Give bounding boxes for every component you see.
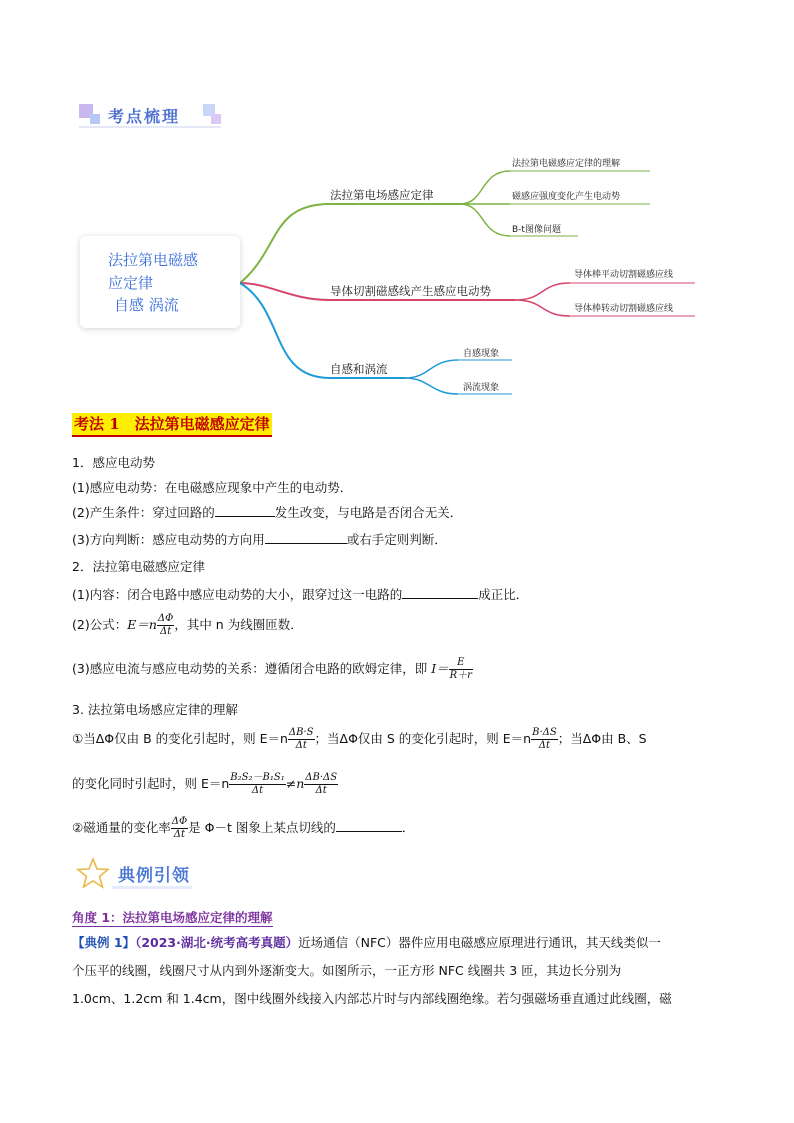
fraction-denominator: Δt xyxy=(295,740,307,751)
paragraph-1: (1)感应电动势：在电磁感应现象中产生的电动势． xyxy=(72,480,353,495)
mindmap-branch-2-child-2 xyxy=(515,300,570,316)
example-text: 近场通信（NFC）器件应用电磁感应原理进行通讯，其天线类似一 xyxy=(298,935,661,950)
fraction-denominator: Δt xyxy=(159,626,172,637)
section-label: 考法 1 法拉第电磁感应定律 xyxy=(72,413,272,437)
paragraph-4-text-b: 成正比． xyxy=(478,587,529,602)
mindmap-branch-1-child-3 xyxy=(460,204,510,236)
fraction xyxy=(229,772,285,797)
example-tag: 【典例 1】 xyxy=(72,935,136,950)
example-heading: 典例引领 xyxy=(118,866,190,886)
paragraph-9-text-c: ． xyxy=(401,820,415,835)
mindmap-branch-3-child-2 xyxy=(405,378,458,394)
fraction xyxy=(171,816,188,841)
paragraph-6 xyxy=(72,657,473,682)
fraction xyxy=(157,613,174,638)
mindmap-branch-2-label: 导体切割磁感线产生感应电动势 xyxy=(330,284,491,298)
mindmap-branch-3-child-1-label: 自感现象 xyxy=(463,349,500,359)
mindmap-branch-2-child-2-label: 导体棒转动切割磁感应线 xyxy=(574,304,674,314)
paragraph-5-text-a: (2)公式： xyxy=(72,617,128,632)
fill-blank[interactable] xyxy=(215,504,275,517)
fraction-denominator: Δt xyxy=(251,785,264,796)
mindmap-branch-1-child-1-label: 法拉第电磁感应定律的理解 xyxy=(512,159,621,169)
example-line-3: 1.0cm、1.2cm 和 1.4cm，图中线圈外线接入内部芯片时与内部线圈绝缘。若匀强磁场垂直通过此线圈，磁 xyxy=(72,991,672,1006)
fraction xyxy=(449,657,473,682)
mindmap-branch-3-child-2-label: 涡流现象 xyxy=(463,383,500,393)
mindmap-root-line-1: 法拉第电磁感 xyxy=(108,251,199,269)
mindmap-root-line-3: 自感 涡流 xyxy=(114,296,179,314)
mindmap-branch-1-child-3-label: B-t图像问题 xyxy=(512,225,561,235)
formula-e: E＝n xyxy=(127,617,157,632)
fraction xyxy=(288,727,315,752)
example-line-2: 个压平的线圈，线圈尺寸从内到外逐渐变大。如图所示，一正方形 NFC 线圈共 3 匝，其边长分别为 xyxy=(72,963,622,978)
section-header-title: 考点梳理 xyxy=(108,107,181,126)
mindmap-branch-1-child-2-label: 磁感应强度变化产生电动势 xyxy=(512,192,621,202)
paragraph-7-text-b: ；当ΔΦ仅由 S 的变化引起时，则 E＝n xyxy=(314,731,532,746)
fraction-denominator: Δt xyxy=(173,829,186,840)
paragraph-2 xyxy=(72,503,462,521)
fraction xyxy=(531,727,558,752)
paragraph-6-text-a: (3)感应电流与感应电动势的关系：遵循闭合电路的欧姆定律，即 xyxy=(72,661,432,676)
paragraph-4 xyxy=(72,585,528,603)
mindmap-root-box xyxy=(80,236,240,328)
example-line-1 xyxy=(72,933,661,951)
paragraph-7-text-c: ；当ΔΦ由 B、S xyxy=(557,731,647,746)
fraction-numerator: ΔΦ xyxy=(171,816,188,827)
fraction-numerator: ΔB·ΔS xyxy=(305,772,338,783)
mindmap-branch-2-child-1-label: 导体棒平动切割磁感应线 xyxy=(574,270,674,280)
fill-blank[interactable] xyxy=(402,586,478,599)
fraction-denominator: Δt xyxy=(538,740,551,751)
star-icon xyxy=(76,857,110,889)
fraction-numerator: E xyxy=(449,657,473,670)
mindmap-root-line-2: 应定律 xyxy=(108,274,154,292)
paragraph-5-text-b: ，其中 n 为线圈匝数． xyxy=(174,617,303,632)
paragraph-2-text-a: (2)产生条件：穿过回路的 xyxy=(72,505,215,520)
fill-blank[interactable] xyxy=(265,531,347,544)
paragraph-2-text-b: 发生改变，与电路是否闭合无关． xyxy=(274,505,463,520)
mindmap-branch-3-child-1 xyxy=(405,360,458,378)
mindmap-branch-2-child-1 xyxy=(515,283,570,300)
mindmap-branch-1-curve xyxy=(240,204,460,283)
mindmap-branch-3-label: 自感和涡流 xyxy=(330,362,388,376)
fraction-numerator: B·ΔS xyxy=(532,727,557,738)
fraction-numerator: ΔB·S xyxy=(288,727,314,738)
paragraph-3-text-a: (3)方向判断：感应电动势的方向用 xyxy=(72,532,265,547)
fraction-denominator: Δt xyxy=(315,785,327,796)
fraction xyxy=(304,772,338,797)
formula-i: I＝ xyxy=(431,661,449,676)
paragraph-8 xyxy=(72,772,338,797)
paragraph-9-text-a: ②磁通量的变化率 xyxy=(72,820,171,835)
example-source: （2023·湖北·统考高考真题） xyxy=(135,935,299,950)
paragraph-5 xyxy=(72,613,303,638)
mindmap-branch-1-child-1 xyxy=(460,171,510,204)
paragraph-3-text-b: 或右手定则判断． xyxy=(346,532,447,547)
not-equal-n: ≠n xyxy=(285,776,305,791)
heading-2: 2．法拉第电磁感应定律 xyxy=(72,559,205,574)
fraction-numerator: ΔΦ xyxy=(157,613,174,624)
fraction-numerator: B₂S₂－B₁S₁ xyxy=(230,772,285,783)
paragraph-7-text-a: ①当ΔΦ仅由 B 的变化引起时，则 E＝n xyxy=(72,731,288,746)
paragraph-7 xyxy=(72,727,647,752)
paragraph-9-text-b: 是 Φ－t 图象上某点切线的 xyxy=(188,820,336,835)
paragraph-9 xyxy=(72,816,414,841)
heading-3: 3. 法拉第电场感应定律的理解 xyxy=(72,702,238,717)
heading-1: 1．感应电动势 xyxy=(72,455,155,470)
paragraph-4-text-a: (1)内容：闭合电路中感应电动势的大小，跟穿过这一电路的 xyxy=(72,587,403,602)
example-heading-underline xyxy=(112,886,192,889)
paragraph-3 xyxy=(72,530,447,548)
fraction-denominator: R＋r xyxy=(449,670,472,681)
example-angle-label: 角度 1：法拉第电场感应定律的理解 xyxy=(72,910,273,925)
mindmap-branch-1-label: 法拉第电场感应定律 xyxy=(330,188,434,202)
fill-blank[interactable] xyxy=(336,819,402,832)
paragraph-8-text-a: 的变化同时引起时，则 E＝n xyxy=(72,776,230,791)
